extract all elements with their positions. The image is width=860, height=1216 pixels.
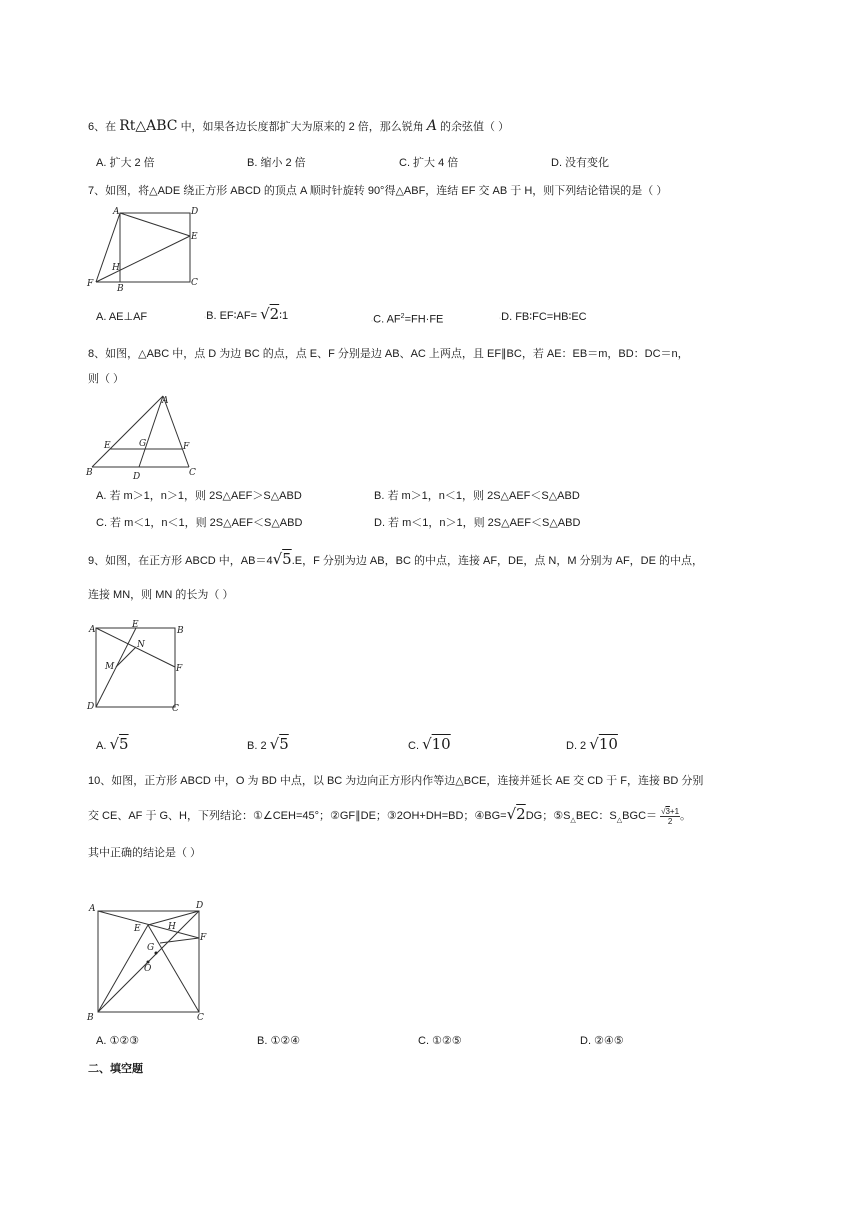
q9-figure	[84, 619, 194, 714]
q8-stem-line1: 8、如图，△ABC 中，点 D 为边 BC 的点，点 E、F 分别是边 AB、AC 上两点，且 EF∥BC，若 AE：EB＝m，BD：DC＝n，	[88, 348, 689, 360]
q9-option-a	[96, 736, 129, 754]
q7-label-f: F	[87, 279, 94, 289]
q8-label-g: G	[139, 439, 147, 449]
q9-label-e: E	[132, 620, 139, 630]
q6-option-a: A. 扩大 2 倍	[96, 157, 155, 169]
q6-stem-b: 中，如果各边长度都扩大为原来的 2 倍，那么锐角	[180, 121, 424, 133]
q7-label-e: E	[191, 232, 198, 242]
q10-label-b: B	[87, 1013, 94, 1023]
q6-option-b: B. 缩小 2 倍	[247, 157, 306, 169]
section2-title: 二、填空题	[88, 1063, 143, 1075]
q8-label-a: A	[162, 396, 169, 406]
q9-label-n: N	[137, 640, 145, 650]
q7-option-c-pre: C. AF	[373, 313, 401, 326]
q7-label-b: B	[117, 284, 124, 294]
q10-stem-line2-d: BGC＝	[622, 810, 658, 822]
q9-option-c	[408, 736, 451, 754]
q10-option-a: A. ①②③	[96, 1035, 140, 1047]
q9-label-a: A	[89, 625, 96, 635]
q7-label-h: H	[112, 263, 120, 273]
q10-label-d: D	[196, 901, 204, 911]
q10-label-g: G	[147, 943, 155, 953]
q7-option-b-post: ∶1	[279, 310, 289, 322]
q8-label-c: C	[189, 468, 196, 478]
q9-stem-radical: √5	[272, 550, 292, 568]
q7-option-c: ◦C. $AF^2=FH\cdot FE$	[371, 313, 444, 326]
q9-option-a-pre: A.	[96, 740, 107, 752]
q9-label-m: M	[105, 662, 115, 672]
q9-option-d-radicand: 10	[598, 735, 618, 753]
q7-option-d-text: D. FB∶FC=HB∶EC	[501, 311, 587, 323]
q7-option-b-radicand: 2	[269, 305, 280, 323]
q7-stem: 7、如图，将△ADE 绕正方形 ABCD 的顶点 A 顺时针旋转 90°得△ABF，连结 EF 交 AB 于 H，则下列结论错误的是（ ）	[88, 185, 668, 197]
q7-figure	[84, 202, 209, 297]
q10-option-d: D. ②④⑤	[580, 1035, 624, 1047]
q7-option-c-post: =FH·FE	[404, 313, 444, 326]
q9-label-c: C	[172, 704, 179, 714]
q10-stem-line1: 10、如图，正方形 ABCD 中，O 为 BD 中点，以 BC 为边向正方形内作等边△BCE，连接并延长 AE 交 CD 于 F，连接 BD 分别	[88, 775, 704, 787]
q10-figure	[84, 898, 214, 1023]
q9-option-d-pre: D. 2	[566, 740, 587, 752]
q7-option-c-sup: 2	[400, 313, 405, 320]
q8-label-e: E	[104, 441, 111, 451]
q9-label-b: B	[177, 626, 184, 636]
q10-sub2: △	[616, 817, 623, 825]
q10-stem-line2-b: DG；⑤S	[525, 810, 571, 822]
q6-stem-a: 6、在	[88, 121, 117, 133]
q10-option-b: B. ①②④	[257, 1035, 301, 1047]
q9-option-b-radical: √5	[269, 735, 289, 753]
q8-label-f: F	[183, 442, 190, 452]
q10-sub1: △	[570, 817, 576, 825]
q7-label-c: C	[191, 278, 198, 288]
q7-option-b-pre: B. EF∶AF=	[206, 310, 257, 322]
q10-label-h: H	[168, 922, 176, 932]
q10-fraction-numerator: √3+1	[661, 806, 680, 816]
q9-option-a-radicand: 5	[119, 735, 129, 753]
q7-label-d: D	[191, 207, 199, 217]
q7-option-b: ◦B. EF∶AF= √2∶1	[204, 305, 289, 323]
q9-stem-a: 9、如图，在正方形 ABCD 中，AB＝4	[88, 555, 273, 567]
q10-fraction-denominator: 2	[667, 816, 673, 826]
q9-stem-b: .E，F 分别为边 AB，BC 的中点，连接 AF，DE，点 N，M 分别为 AF，DE 的中点，	[291, 555, 703, 567]
q7-option-a: A. AE⊥AF	[96, 311, 148, 323]
q10-stem-line2-end: 。	[680, 810, 692, 822]
q9-option-d	[566, 736, 618, 754]
q9-option-c-pre: C.	[408, 740, 419, 752]
q10-label-o: O	[144, 964, 152, 974]
q10-label-a: A	[89, 904, 96, 914]
q6-stem	[88, 118, 509, 135]
q7-label-a: A	[113, 207, 120, 217]
q6-option-c: C. 扩大 4 倍	[399, 157, 459, 169]
q8-label-b: B	[86, 468, 93, 478]
q10-fraction-num-rest: +1	[669, 806, 680, 816]
q6-rt-triangle: Rt△ABC	[119, 118, 178, 134]
q6-stem-c: 的余弦值（ ）	[440, 121, 510, 133]
q7-option-d: ◦D. FB∶FC=HB∶EC	[499, 311, 587, 323]
q10-radical: √2	[506, 805, 526, 823]
q9-option-a-radical: √5	[109, 735, 129, 753]
q9-option-b-pre: B. 2	[247, 740, 267, 752]
q9-option-c-radicand: 10	[431, 735, 451, 753]
q8-option-c: C. 若 m＜1，n＜1，则 2S△AEF＜S△ABD	[96, 517, 303, 529]
q9-stem-line1	[88, 551, 703, 569]
q7-option-b-radical: √2	[260, 305, 280, 323]
q10-option-c: C. ①②⑤	[418, 1035, 462, 1047]
q10-label-c: C	[197, 1013, 204, 1023]
q8-option-d: D. 若 m＜1，n＞1，则 2S△AEF＜S△ABD	[374, 517, 581, 529]
q8-figure	[84, 391, 209, 481]
q9-option-b-radicand: 5	[279, 735, 289, 753]
q10-fraction	[660, 807, 680, 826]
q10-stem-line2-c: BEC：S	[575, 810, 617, 822]
q10-stem-line2-a: 交 CE、AF 于 G、H，下列结论：①∠CEH=45°；②GF∥DE；③2OH+DH=BD；④BG=	[88, 810, 507, 822]
q8-label-d: D	[133, 472, 141, 482]
q10-fraction-radicand: 3	[665, 806, 670, 816]
q8-option-b: B. 若 m＞1，n＜1，则 2S△AEF＜S△ABD	[374, 490, 580, 502]
q9-option-b	[247, 736, 289, 754]
q8-stem-line2: 则（ ）	[88, 373, 125, 385]
q10-radicand: 2	[516, 805, 526, 823]
q9-stem-radicand: 5	[282, 550, 292, 568]
q8-option-a: A. 若 m＞1，n＞1，则 2S△AEF＞S△ABD	[96, 490, 302, 502]
q10-stem-line2	[88, 806, 691, 829]
q10-label-f: F	[200, 933, 207, 943]
q10-label-e: E	[134, 924, 141, 934]
q9-option-c-radical: √10	[422, 735, 451, 753]
q9-option-d-radical: √10	[589, 735, 618, 753]
q9-label-f: F	[176, 664, 183, 674]
q9-stem-line2: 连接 MN，则 MN 的长为（ ）	[88, 589, 234, 601]
q9-label-d: D	[87, 702, 95, 712]
q6-angle-letter: A	[426, 118, 437, 134]
q10-stem-line3: 其中正确的结论是（ ）	[88, 847, 202, 859]
q6-option-d: D. 没有变化	[551, 157, 610, 169]
